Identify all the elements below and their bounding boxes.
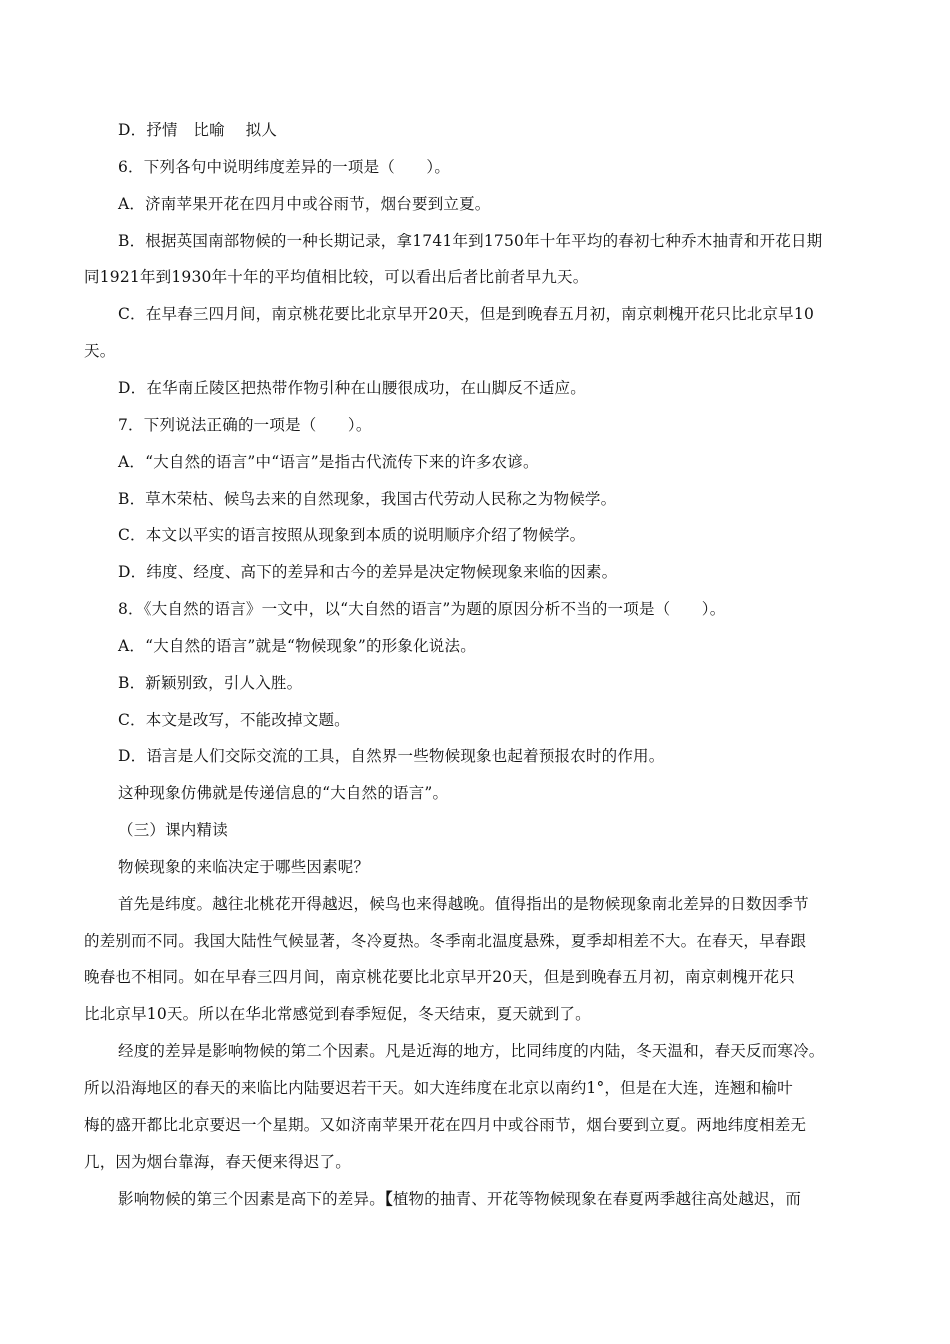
option-c-q8: C．本文是改写，不能改掉文题。 <box>118 711 350 729</box>
option-d-q8: D．语言是人们交际交流的工具，自然界一些物候现象也起着预报农时的作用。 <box>118 747 665 765</box>
option-c-q7: C．本文以平实的语言按照从现象到本质的说明顺序介绍了物候学。 <box>118 526 586 544</box>
paragraph-1-line1: 首先是纬度。越往北桃花开得越迟，候鸟也来得越晚。值得指出的是物候现象南北差异的日数因季节 <box>118 895 809 913</box>
question-7: 7．下列说法正确的一项是（ ）。 <box>118 416 372 434</box>
paragraph-1-line2: 的差别而不同。我国大陆性气候显著，冬冷夏热。冬季南北温度悬殊，夏季却相差不大。在春天，早春跟 <box>84 932 807 950</box>
paragraph-1-line4: 比北京早10天。所以在华北常感觉到春季短促，冬天结束，夏天就到了。 <box>84 1005 591 1023</box>
paragraph-1-line3: 晚春也不相同。如在早春三四月间，南京桃花要比北京早开20天，但是到晚春五月初，南京刺槐开花只 <box>84 968 795 986</box>
option-d-q7: D．纬度、经度、高下的差异和古今的差异是决定物候现象来临的因素。 <box>118 563 618 581</box>
bracket-mark: 【 <box>384 1189 393 1208</box>
reading-question: 物候现象的来临决定于哪些因素呢？ <box>118 858 370 876</box>
question-6: 6．下列各句中说明纬度差异的一项是（ ）。 <box>118 158 451 176</box>
option-d-q6: D．在华南丘陵区把热带作物引种在山腰很成功，在山脚反不适应。 <box>118 379 586 397</box>
option-a-q6: A．济南苹果开花在四月中或谷雨节，烟台要到立夏。 <box>118 195 491 213</box>
paragraph-2-line3: 梅的盛开都比北京要迟一个星期。又如济南苹果开花在四月中或谷雨节，烟台要到立夏。两地纬度相差无 <box>84 1116 807 1134</box>
option-b-q6-line1: B．根据英国南部物候的一种长期记录，拿1741年到1750年十年平均的春初七种乔木抽青和开花日期 <box>118 232 823 250</box>
option-c-q6-line2: 天。 <box>84 342 116 360</box>
option-d-q5: D．抒情 比喻 拟人 <box>118 121 278 139</box>
option-a-q8: A．“大自然的语言”就是“物候现象”的形象化说法。 <box>118 637 476 655</box>
paragraph-2-line1: 经度的差异是影响物候的第二个因素。凡是近海的地方，比同纬度的内陆，冬天温和，春天反而寒冷。 <box>118 1042 825 1060</box>
section-heading: （三）课内精读 <box>118 821 228 839</box>
paragraph-3-prefix: 影响物候的第三个因素是高下的差异。 <box>118 1190 385 1208</box>
option-d-q8-continued: 这种现象仿佛就是传递信息的“大自然的语言”。 <box>118 784 449 802</box>
option-c-q6-line1: C．在早春三四月间，南京桃花要比北京早开20天，但是到晚春五月初，南京刺槐开花只比北京早10 <box>118 305 815 323</box>
question-8: 8．《大自然的语言》一文中，以“大自然的语言”为题的原因分析不当的一项是（ ）。 <box>118 600 726 618</box>
paragraph-2-line4: 几，因为烟台靠海，春天便来得迟了。 <box>84 1153 351 1171</box>
paragraph-3-rest: 植物的抽青、开花等物候现象在春夏两季越往高处越迟，而 <box>392 1190 802 1208</box>
paragraph-2-line2: 所以沿海地区的春天的来临比内陆要迟若干天。如大连纬度在北京以南约1°，但是在大连，连翘和榆叶 <box>84 1079 793 1097</box>
option-b-q6-line2: 同1921年到1930年十年的平均值相比较，可以看出后者比前者早九天。 <box>84 268 589 286</box>
option-a-q7: A．“大自然的语言”中“语言”是指古代流传下来的许多农谚。 <box>118 453 539 471</box>
paragraph-3-line1 <box>118 1188 801 1210</box>
option-b-q8: B．新颖别致，引人入胜。 <box>118 674 303 692</box>
option-b-q7: B．草木荣枯、候鸟去来的自然现象，我国古代劳动人民称之为物候学。 <box>118 490 617 508</box>
